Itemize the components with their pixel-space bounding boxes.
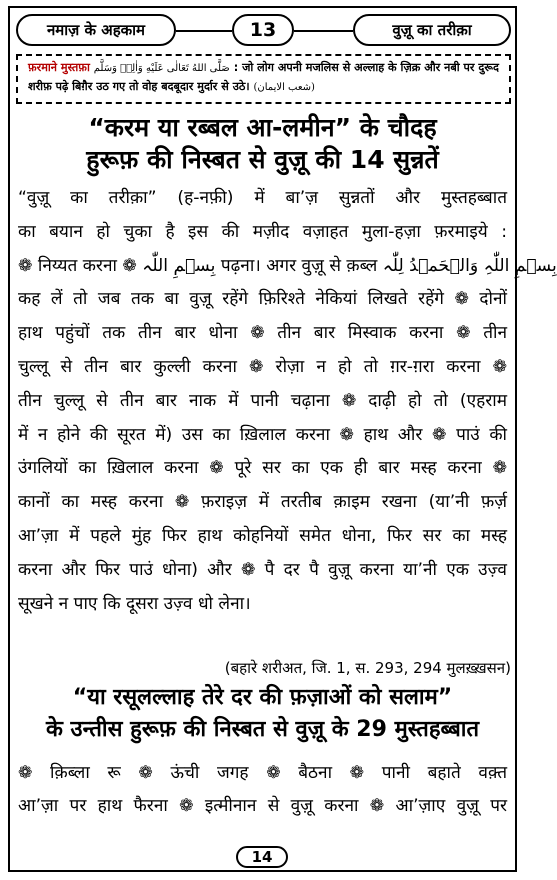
- section-title-2: “या रसूलल्लाह तेरे दर की फ़ज़ाओं को सलाम”: [72, 685, 453, 710]
- hadith-arabic: صَلَّى اللهُ تَعَالٰى عَلَيْهِ وَاٰلِهٖ وَسَلَّم: [93, 63, 230, 74]
- text-line: आ’ज़ा में पहले मुंह फिर हाथ कोहनियों समेत धोना, फिर सर का मस्ह: [18, 526, 507, 546]
- text-line: सूखने न पाए कि दूसरा उज़्व धो लेना।: [18, 593, 251, 614]
- header-book-title: नमाज़ के अहकाम: [16, 14, 176, 46]
- hadith-line-1: [28, 59, 499, 78]
- hadith-reference: (شعب الایمان): [253, 82, 315, 93]
- section-title-1b: हुरूफ़ की निस्बत से वुज़ू की 14 सुन्नतें: [86, 145, 439, 174]
- hadith-box: [16, 54, 511, 104]
- text-line: कह लें तो जब तक बा वुज़ू रहेंगे फ़िरिश्ते नेकियां लिखते रहेंगे ❁ दोनों: [18, 289, 507, 310]
- section-title-1: “करम या रब्बल आ-लमीन” के चौदह: [88, 113, 437, 142]
- text-line: ❁ निय्यत करना ❁ بِسۡمِ اللّٰہ पढ़ना। अगर वुज़ू से क़ब्ल بِسۡمِ اللّٰہِ وَالۡحَمۡدُ لِلّٰہ: [18, 255, 557, 276]
- text-line: करना और फिर पाउं धोना) और ❁ पै दर पै वुज़ू करना या’नी एक उज़्व: [18, 559, 507, 580]
- section-title-2b: के उन्तीस हुरूफ़ की निस्बत से वुज़ू के 29 मुस्तहब्बात: [45, 717, 480, 742]
- text-line: तीन चुल्लू से तीन बार नाक में पानी चढ़ाना ❁ दाढ़ी हो तो (एहराम: [18, 390, 507, 411]
- text-line: हाथ पहुंचों तक तीन बार धोना ❁ तीन बार मिस्वाक करना ❁ तीन: [18, 323, 507, 344]
- footer-page-number: 14: [236, 846, 288, 868]
- text-line: चुल्लू से तीन बार कुल्ली करना ❁ रोज़ा न हो तो ग़र-ग़रा करना ❁: [18, 357, 507, 377]
- text-line: कानों का मस्ह करना ❁ फ़राइज़ में तरतीब क़ाइम रखना (या’नी फ़र्ज़: [18, 492, 507, 513]
- hadith-text-1: : जो लोग अपनी मजलिस से अल्लाह के ज़िक्र और नबी पर दुरूद: [233, 61, 499, 74]
- hadith-text-2: शरीफ़ पढ़े बिग़ैर उठ गए तो वोह बदबूदार मुर्दार से उठे।: [28, 80, 250, 93]
- text-line: में न होने की सूरत में) उस का ख़िलाल करना ❁ हाथ और ❁ पाउं की: [18, 424, 507, 445]
- header-divider: [176, 30, 232, 32]
- hadith-line-2: [28, 78, 499, 97]
- text-line: का बयान हो चुका है इस की मज़ीद वज़ाहत मुला-हज़ा फ़रमाइये :: [18, 221, 507, 242]
- header-page-number: 13: [232, 14, 294, 46]
- header-divider: [294, 30, 353, 32]
- text-line: “वुज़ू का तरीक़ा” (ह-नफ़ी) में बा’ज़ सुन्नतों और मुस्तहब्बात: [18, 188, 507, 208]
- text-line: ❁ क़िब्ला रू ❁ ऊंची जगह ❁ बैठना ❁ पानी बहाते वक़्त: [18, 763, 507, 783]
- hadith-label: फ़रमाने मुस्तफ़ा: [28, 61, 90, 74]
- text-line: उंगलियों का ख़िलाल करना ❁ पूरे सर का एक ही बार मस्ह करना ❁: [18, 458, 507, 479]
- header-chapter-title: वुज़ू का तरीक़ा: [353, 14, 511, 46]
- source-citation: (बहारे शरीअत, जि. 1, स. 293, 294 मुलख़्ख़सन): [224, 659, 511, 677]
- text-line: आ’ज़ा पर हाथ फैरना ❁ इत्मीनान से वुज़ू करना ❁ आ’ज़ाए वुज़ू पर: [18, 796, 507, 816]
